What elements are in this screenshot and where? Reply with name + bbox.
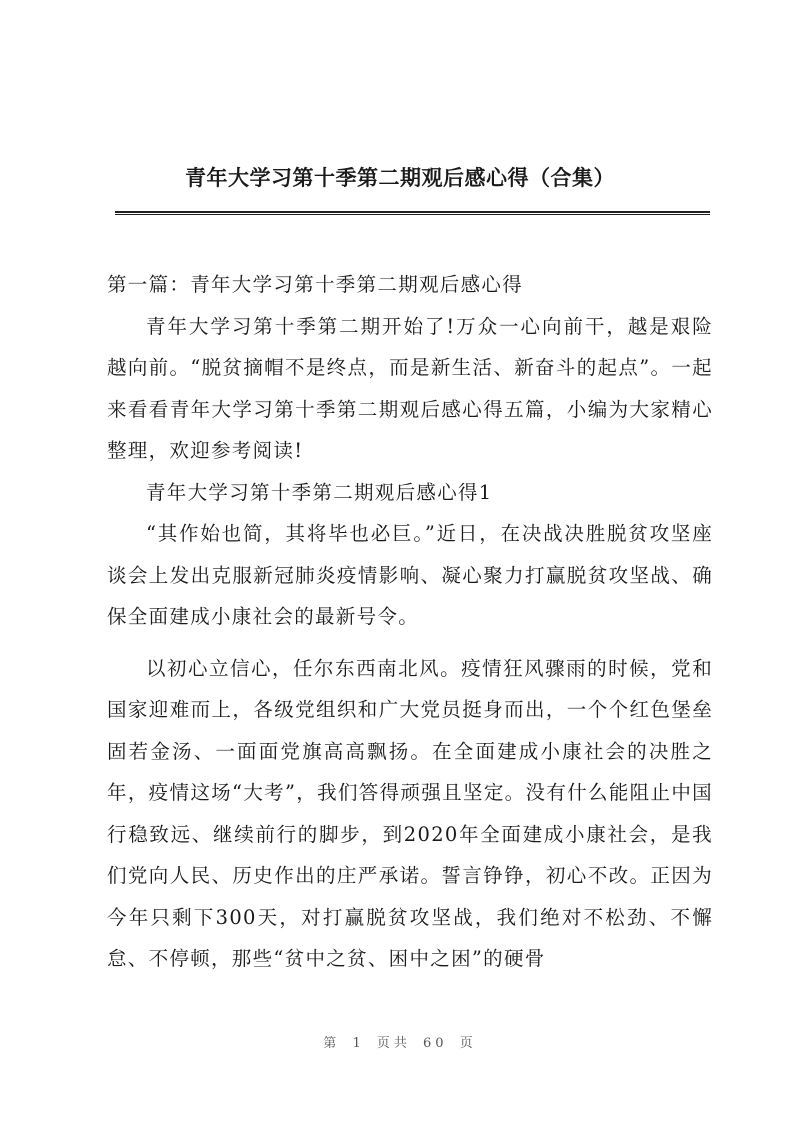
- document-body: [107, 264, 713, 980]
- footer-page-suffix: 页: [459, 1036, 477, 1051]
- footer-page-number: 1: [352, 1036, 365, 1051]
- footer-total-pages: 60: [423, 1036, 448, 1051]
- paragraph-subheading: 青年大学习第十季第二期观后感心得1: [146, 480, 493, 504]
- page-footer: [0, 1032, 800, 1051]
- title-divider: [115, 211, 710, 215]
- paragraph-body: 以初心立信心，任尔东西南北风。疫情狂风骤雨的时候，党和国家迎难而上，各级党组织和广大党员挺身而出，一个个红色堡垒固若金汤、一面面党旗高高飘扬。在全面建成小康社会的决胜之年，疫情这场“大考”，我们答得顽强且坚定。没有什么能阻止中国行稳致远、继续前行的脚步，到2020年全面建成小康社会，是我们党向人民、历史作出的庄严承诺。誓言铮铮，初心不改。正因为今年只剩下300天，对打赢脱贫攻坚战，我们绝对不松劲、不懈怠、不停顿，那些“贫中之贫、困中之困”的硬骨: [107, 656, 713, 970]
- footer-page-middle: 页共: [376, 1036, 411, 1051]
- paragraph-intro: 青年大学习第十季第二期开始了!万众一心向前干，越是艰险越向前。“脱贫摘帽不是终点，而是新生活、新奋斗的起点”。一起来看看青年大学习第十季第二期观后感心得五篇，小编为大家精心整理，欢迎参考阅读!: [107, 314, 713, 462]
- footer-page-prefix: 第: [323, 1036, 341, 1051]
- section-heading: 第一篇：青年大学习第十季第二期观后感心得: [107, 273, 524, 296]
- paragraph-gap: [107, 638, 713, 648]
- paragraph-quote: “其作始也简，其将毕也必巨。”近日，在决战决胜脱贫攻坚座谈会上发出克服新冠肺炎疫情影响、凝心聚力打赢脱贫攻坚战、确保全面建成小康社会的最新号令。: [107, 522, 713, 628]
- document-title: 青年大学习第十季第二期观后感心得（合集）: [185, 165, 615, 190]
